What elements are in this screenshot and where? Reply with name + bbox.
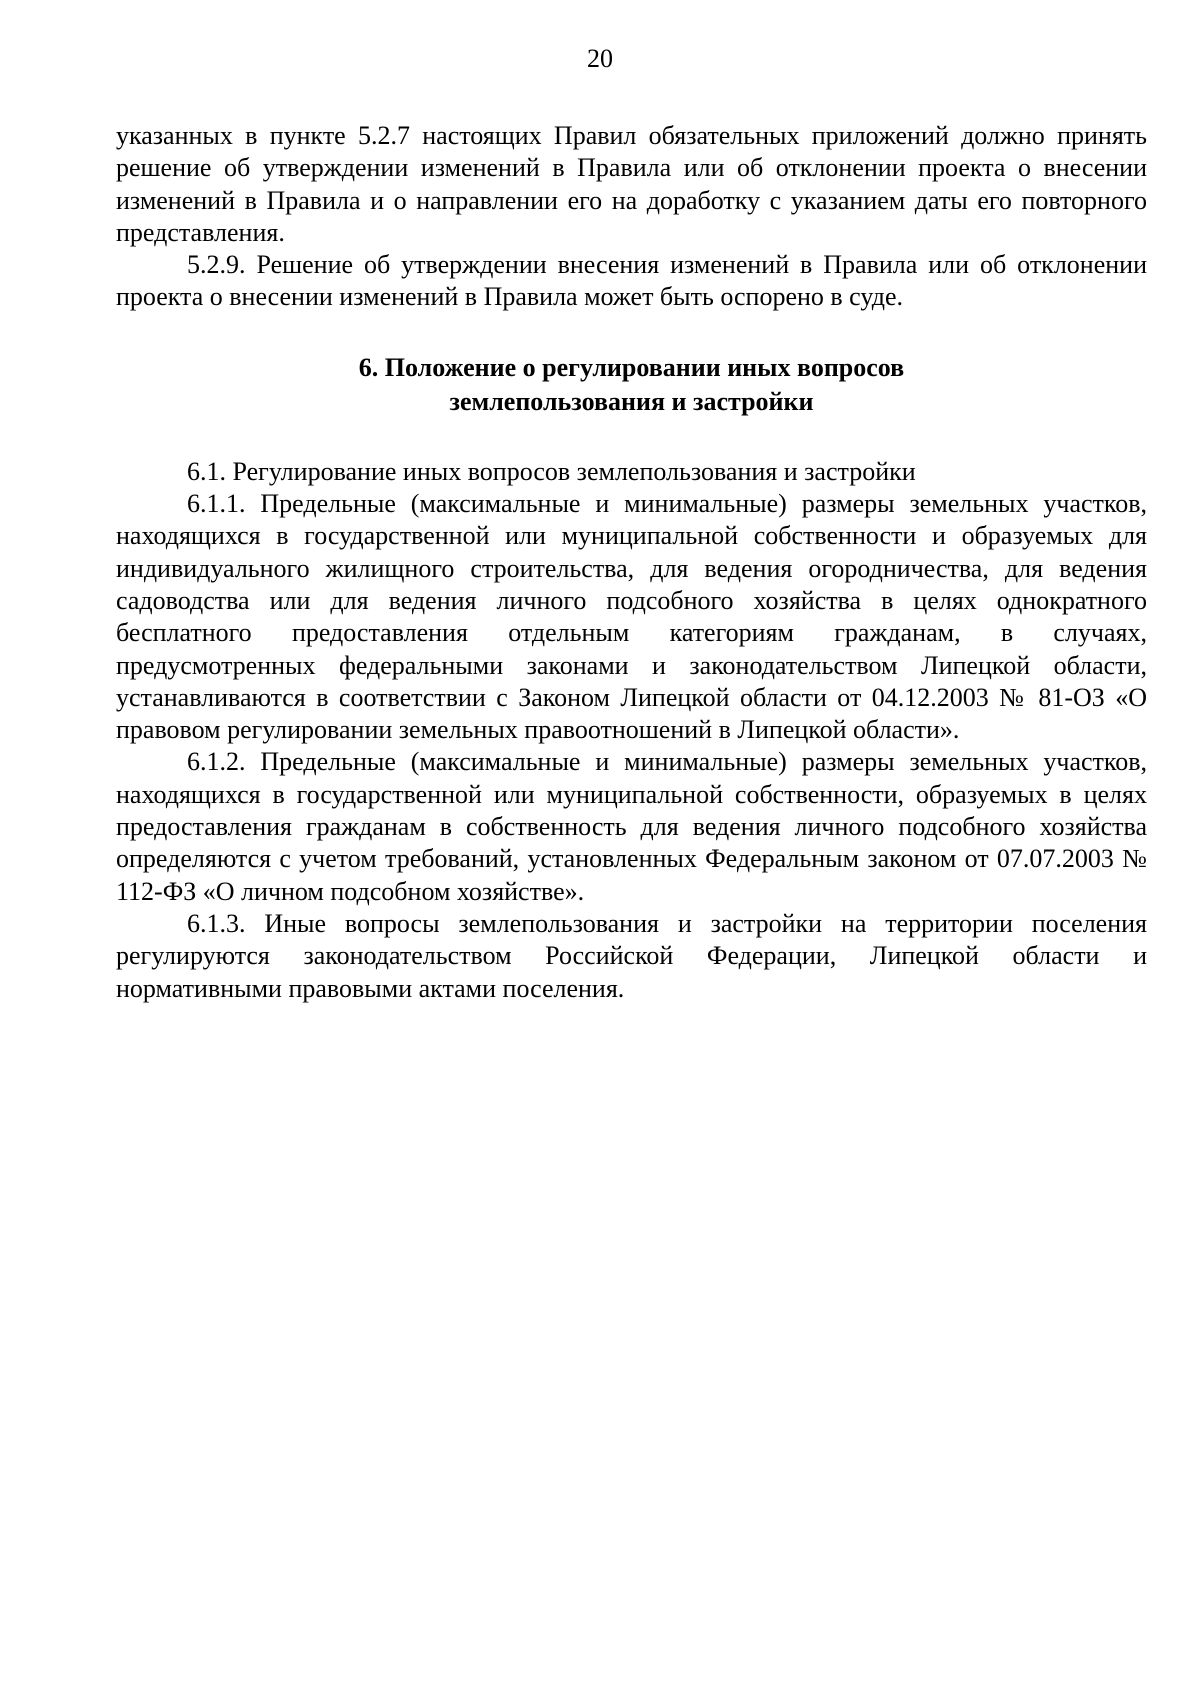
- section-heading-line-1: 6. Положение о регулировании иных вопросов: [358, 352, 905, 382]
- section-heading-line-2: землепользования и застройки: [449, 386, 814, 416]
- section-heading: [116, 351, 1147, 419]
- paragraph-6-1-1: 6.1.1. Предельные (максимальные и минимальные) размеры земельных участков, находящихся в государственной или муниципальной собственности и образуемых для индивидуального жилищного строительства, для ведения огородничества, для ведения садоводства или для ведения личного подсобного хозяйства в целях однократного бесплатного предоставления отдельным категориям гражданам, в случаях, предусмотренных федеральными законами и законодательством Липецкой области, устанавливаются в соответствии с Законом Липецкой области от 04.12.2003 № 81-ОЗ «О правовом регулировании земельных правоотношений в Липецкой области».: [116, 489, 1147, 745]
- document-body: [116, 120, 1147, 1005]
- paragraph-6-1-3: 6.1.3. Иные вопросы землепользования и застройки на территории поселения регулируются законодательством Российской Федерации, Липецкой области и нормативными правовыми актами поселения.: [116, 908, 1147, 1003]
- paragraph-6-1-2: 6.1.2. Предельные (максимальные и минимальные) размеры земельных участков, находящихся в государственной или муниципальной собственности, образуемых в целях предоставления гражданам в собственность для ведения личного подсобного хозяйства определяются с учетом требований, установленных Федеральным законом от 07.07.2003 № 112-ФЗ «О личном подсобном хозяйстве».: [116, 747, 1147, 906]
- paragraph-continuation: указанных в пункте 5.2.7 настоящих Правил обязательных приложений должно принять решение об утверждении изменений в Правила или об отклонении проекта о внесении изменений в Правила и о направлении его на доработку с указанием даты его повторного представления.: [116, 121, 1147, 247]
- paragraph-5-2-9: 5.2.9. Решение об утверждении внесения изменений в Правила или об отклонении проекта о внесении изменений в Правила может быть оспорено в суде.: [116, 250, 1147, 312]
- page-number: 20: [587, 44, 613, 73]
- paragraph-6-1: 6.1. Регулирование иных вопросов землепользования и застройки: [187, 456, 916, 486]
